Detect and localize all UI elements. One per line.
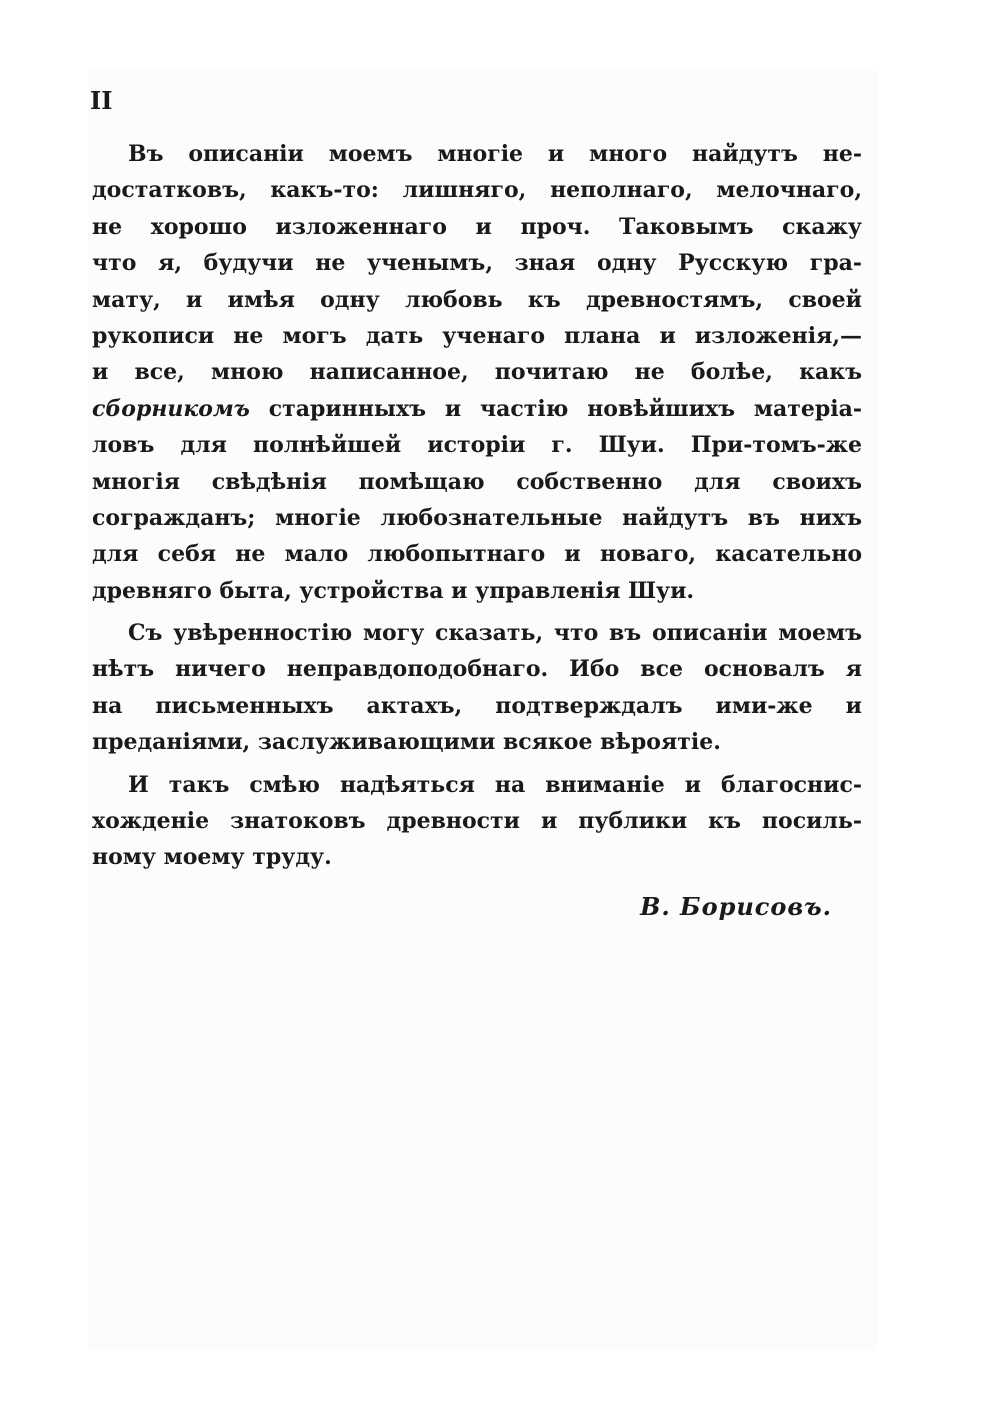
text-line: что я, будучи не ученымъ, зная одну Русскую гра-: [92, 250, 862, 277]
text-line: достатковъ, какъ-то: лишняго, неполнаго, мелочнаго,: [92, 177, 862, 204]
signature: В. Борисовъ.: [640, 892, 832, 921]
text-line: хожденіе знатоковъ древности и публики къ посиль-: [92, 808, 862, 835]
text-line: мату, и имѣя одну любовь къ древностямъ, своей: [92, 286, 862, 313]
text-line: ному моему труду.: [92, 844, 332, 871]
text-line: на письменныхъ актахъ, подтверждалъ ими-же и: [92, 692, 862, 719]
paragraph-1: [92, 136, 862, 609]
body-text: [92, 136, 862, 882]
text-line: ловъ для полнѣйшей исторіи г. Шуи. При-томъ-же: [92, 432, 862, 459]
text-line: И такъ смѣю надѣяться на вниманіе и благоснис-: [128, 771, 862, 798]
paragraph-3: [92, 767, 862, 876]
text-line: нѣтъ ничего неправдоподобнаго. Ибо все основалъ я: [92, 656, 862, 683]
text-line: рукописи не могъ дать ученаго плана и изложенія,—: [92, 322, 862, 349]
page-number: II: [90, 86, 113, 115]
text-line: Съ увѣренностію могу сказать, что въ описаніи моемъ: [128, 620, 862, 647]
text-line: для себя не мало любопытнаго и новаго, касательно: [92, 541, 862, 568]
paragraph-2: [92, 615, 862, 761]
text-line-italic: [92, 391, 862, 427]
text-line: согражданъ; многіе любознательные найдутъ въ нихъ: [92, 504, 862, 531]
text-line: и все, мною написанное, почитаю не болѣе, какъ: [92, 359, 862, 386]
text-line: не хорошо изложеннаго и проч. Таковымъ скажу: [92, 213, 862, 240]
text-line-rest: старинныхъ и частію новѣйшихъ матеріа-: [249, 395, 862, 422]
text-line: преданіями, заслуживающими всякое вѣроятіе.: [92, 729, 721, 756]
text-line: многія свѣдѣнія помѣщаю собственно для своихъ: [92, 468, 862, 495]
text-line: Въ описаніи моемъ многіе и много найдутъ не-: [128, 141, 862, 167]
italic-word: сборникомъ: [92, 395, 250, 422]
text-line: древняго быта, устройства и управленія Шуи.: [92, 577, 695, 604]
